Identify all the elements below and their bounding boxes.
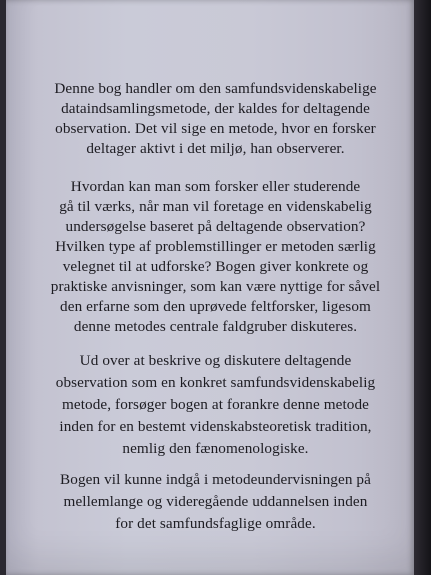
paragraph-2-line-6: praktiske anvisninger, som kan være nyttige for såvel xyxy=(50,278,381,295)
paragraph-3-line-3: metode, forsøger bogen at forankre denne metode xyxy=(61,396,370,413)
paragraph-1-line-4: deltager aktivt i det miljø, han observerer. xyxy=(86,140,345,157)
paragraph-4-line-1: Bogen vil kunne indgå i metodeundervisningen på xyxy=(60,471,371,488)
paragraph-2-line-5: velegnet til at udforske? Bogen giver konkrete og xyxy=(62,258,369,275)
paragraph-2-line-2: gå til værks, når man vil foretage en videnskabelig xyxy=(59,198,372,215)
paragraph-3-line-4: inden for en bestemt videnskabsteoretisk tradition, xyxy=(59,418,372,435)
paragraph-2-line-3: undersøgelse baseret på deltagende observation? xyxy=(65,218,366,235)
paragraph-2-line-7: den erfarne som den uprøvede feltforsker, ligesom xyxy=(60,298,371,315)
paragraph-2-line-8: denne metodes centrale faldgruber diskuteres. xyxy=(73,318,358,335)
paragraph-4-line-3: for det samfundsfaglige område. xyxy=(115,515,316,532)
paragraph-1-line-2: dataindsamlingsmetode, der kaldes for deltagende xyxy=(61,100,370,117)
paragraph-3-line-2: observation som en konkret samfundsvidenskabelig xyxy=(55,374,376,391)
paragraph-2-line-1: Hvordan kan man som forsker eller studerende xyxy=(70,178,361,195)
paragraph-1-line-1: Denne bog handler om den samfundsvidenskabelige xyxy=(54,80,377,97)
paragraph-2-line-4: Hvilken type af problemstillinger er metoden særlig xyxy=(55,238,376,255)
paragraph-1-line-3: observation. Det vil sige en metode, hvor en forsker xyxy=(55,120,376,137)
paragraph-3-line-5: nemlig den fænomenologiske. xyxy=(122,440,309,457)
paragraph-3-line-1: Ud over at beskrive og diskutere deltagende xyxy=(79,352,352,369)
paragraph-4-line-2: mellemlange og videregående uddannelsen inden xyxy=(63,493,368,510)
